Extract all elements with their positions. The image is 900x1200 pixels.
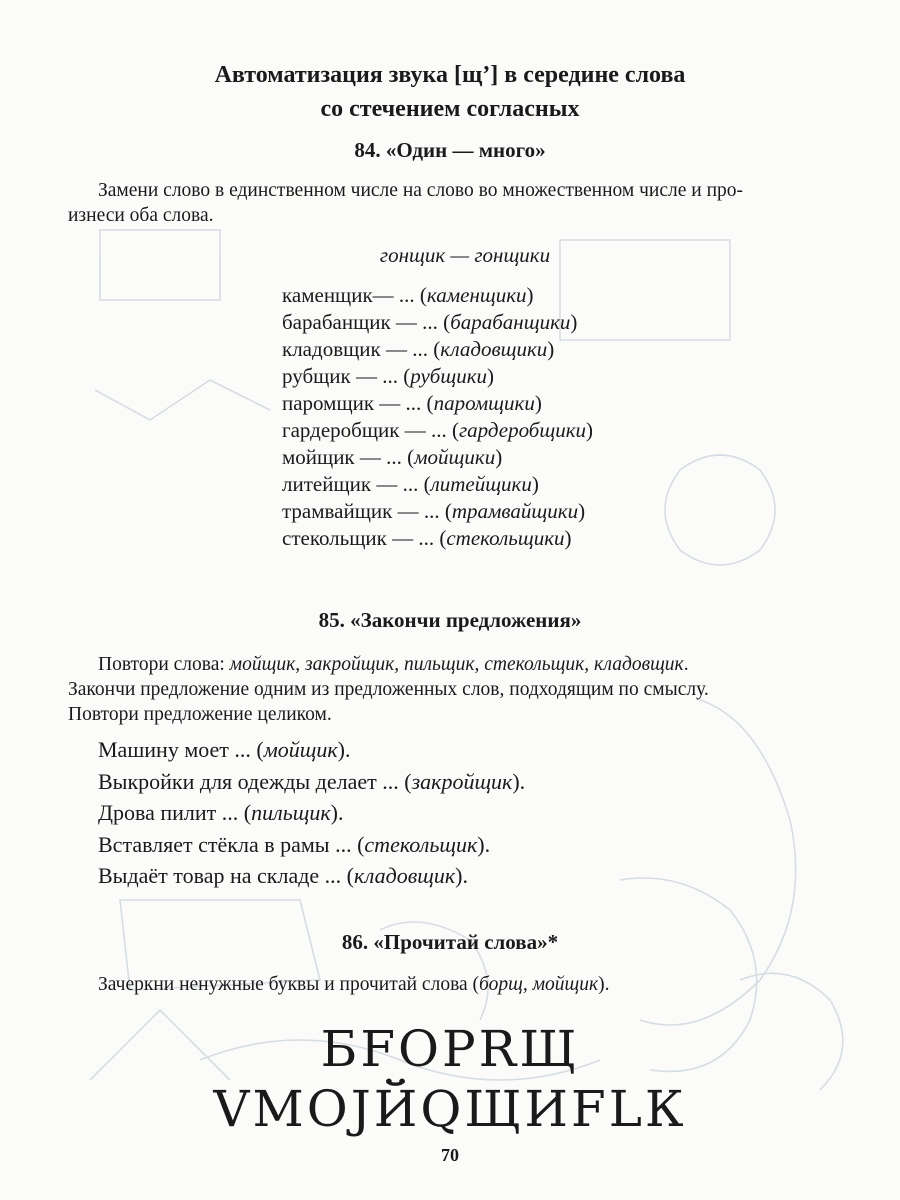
word-item — [282, 391, 593, 418]
word-item-answer: барабанщики — [450, 310, 571, 334]
word-item-prompt: трамвайщик — ... ( — [282, 499, 452, 523]
sentence-item — [98, 769, 525, 801]
word-item — [282, 418, 593, 445]
exercise-86-instruction — [98, 972, 858, 997]
sentence-close: ). — [337, 737, 351, 762]
sentence-text: Выкройки для одежды делает ... ( — [98, 768, 412, 794]
repeat-words: мойщик, закройщик, пильщик, стекольщик, кладовщик — [229, 654, 684, 675]
word-item-prompt: литейщик — ... ( — [282, 472, 431, 496]
word-item-answer: мойщики — [414, 445, 496, 469]
sentence-close: ). — [512, 768, 526, 794]
exercise-85-title: 85. «Закончи предложения» — [318, 608, 582, 632]
word-item — [282, 364, 593, 391]
exercise-85-instruction-line1 — [68, 652, 868, 677]
exercise-84-word-list — [282, 283, 593, 553]
word-item-answer: литейщики — [430, 472, 532, 496]
word-item-prompt: мойщик — ... ( — [282, 445, 415, 469]
word-item-prompt: гардеробщик — ... ( — [282, 418, 459, 442]
word-item-answer: кладовщики — [440, 337, 548, 361]
sentence-answer: стекольщик — [364, 831, 478, 857]
word-item-close: ) — [487, 364, 495, 388]
word-item-prompt: каменщик— ... ( — [282, 283, 427, 307]
word-item-answer: каменщики — [426, 283, 527, 307]
word-item-prompt: рубщик — ... ( — [282, 364, 411, 388]
word-item-close: ) — [547, 337, 555, 361]
word-item-close: ) — [570, 310, 578, 334]
word-item-close: ) — [564, 526, 572, 550]
sentence-close: ). — [330, 800, 344, 825]
sentence-text: Дрова пилит ... ( — [98, 800, 252, 825]
exercise-86-title: 86. «Прочитай слова»* — [341, 930, 559, 954]
page-heading-line1: Автоматизация звука [щ’] в середине слова — [214, 62, 686, 88]
repeat-suffix: . — [683, 654, 689, 675]
word-item-prompt: паромщик — ... ( — [282, 391, 434, 415]
sentence-text: Выдаёт товар на складе ... ( — [98, 863, 354, 888]
word-item-prompt: барабанщик — ... ( — [282, 310, 451, 334]
word-item — [282, 472, 593, 499]
word-item-answer: трамвайщики — [451, 499, 579, 523]
word-item-answer: рубщики — [410, 364, 488, 388]
word-item-close: ) — [526, 283, 534, 307]
word-item — [282, 337, 593, 364]
word-item-close: ) — [578, 499, 586, 523]
sentence-answer: пильщик — [251, 800, 331, 825]
sentence-close: ). — [455, 863, 468, 888]
page-heading-line2: со стечением согласных — [320, 96, 580, 122]
exercise-84-title: 84. «Один — много» — [354, 138, 546, 162]
sentence-item — [98, 863, 525, 895]
sentence-item — [98, 737, 525, 769]
sentence-item — [98, 832, 525, 864]
page-heading — [0, 58, 900, 126]
instruction-prefix: Зачеркни ненужные буквы и прочитай слова ( — [98, 974, 480, 995]
exercise-84-instruction-line1: Замени слово в единственном числе на слово во множественном числе и про- — [98, 180, 744, 201]
exercise-84-example: гонщик — гонщики — [379, 243, 551, 267]
word-item-answer: гардеробщики — [458, 418, 587, 442]
sentence-text: Машину моет ... ( — [98, 737, 264, 762]
word-item-close: ) — [586, 418, 594, 442]
word-item-close: ) — [495, 445, 503, 469]
word-item-answer: паромщики — [433, 391, 535, 415]
instruction-suffix: ). — [598, 974, 610, 995]
exercise-85-sentence-list — [98, 737, 525, 895]
sentence-text: Вставляет стёкла в рамы ... ( — [98, 831, 365, 857]
word-item — [282, 445, 593, 472]
sentence-item — [98, 800, 525, 832]
repeat-prefix: Повтори слова: — [98, 654, 230, 675]
word-item — [282, 310, 593, 337]
instruction-words: борщ, мойщик — [479, 974, 599, 995]
word-item — [282, 526, 593, 553]
exercise-84-instruction-line2: изнеси оба слова. — [68, 205, 214, 226]
word-item — [282, 283, 593, 310]
letter-puzzle-line1: БFОРRЩ — [320, 1020, 580, 1078]
word-item-answer: стекольщики — [446, 526, 565, 550]
sentence-close: ). — [477, 831, 491, 857]
sentence-answer: мойщик — [263, 737, 338, 762]
sentence-answer: кладовщик — [354, 863, 456, 888]
word-item-prompt: стекольщик — ... ( — [282, 526, 447, 550]
sentence-answer: закройщик — [411, 768, 513, 794]
exercise-85-instruction — [68, 652, 868, 727]
exercise-84-instruction — [68, 178, 868, 228]
exercise-85-instruction-line3: Повтори предложение целиком. — [68, 704, 332, 725]
letter-puzzle-line2: VМОJЙQЩИFLК — [213, 1080, 687, 1138]
word-item-prompt: кладовщик — ... ( — [282, 337, 441, 361]
word-item — [282, 499, 593, 526]
word-item-close: ) — [531, 472, 539, 496]
page-number: 70 — [441, 1145, 459, 1165]
exercise-85-instruction-line2: Закончи предложение одним из предложенных слов, подходящим по смыслу. — [68, 679, 709, 700]
word-item-close: ) — [534, 391, 542, 415]
